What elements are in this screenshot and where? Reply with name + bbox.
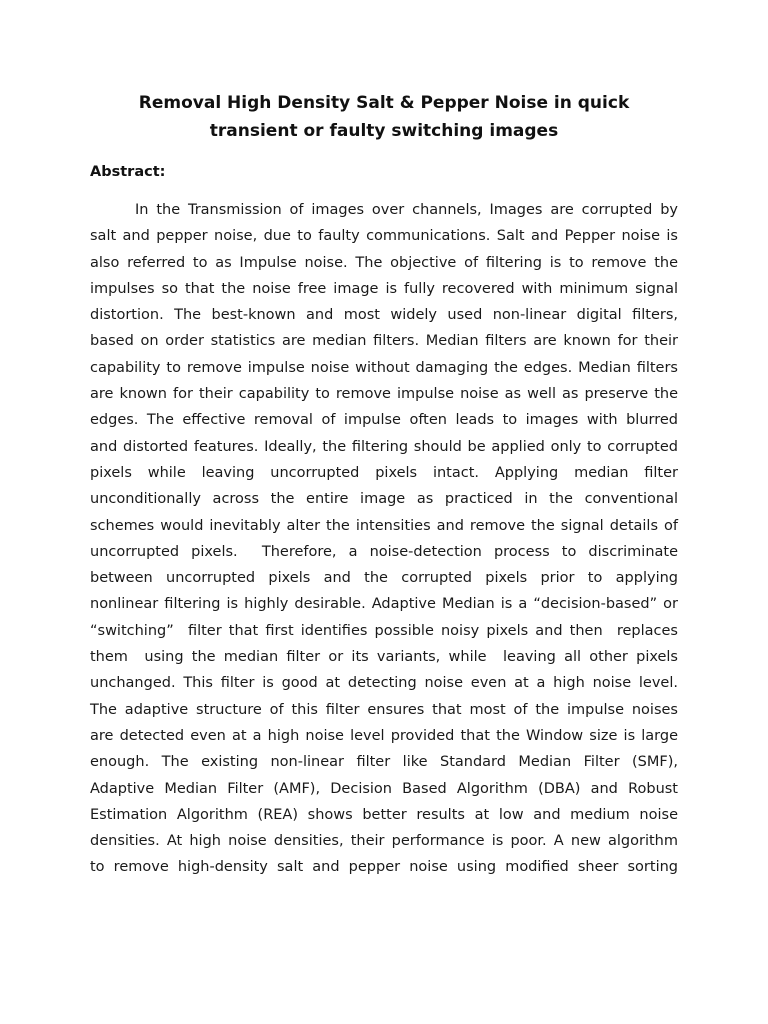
abstract-line: are known for their capability to remove impulse noise as well as preserve the: [90, 386, 678, 403]
abstract-line: enough. The existing non-linear filter like Standard Median Filter (SMF),: [90, 754, 678, 771]
abstract-line: pixels while leaving uncorrupted pixels intact. Applying median filter: [90, 464, 678, 481]
abstract-line: also referred to as Impulse noise. The objective of filtering is to remove the: [90, 254, 678, 271]
abstract-line: are detected even at a high noise level provided that the Window size is large: [90, 727, 678, 744]
abstract-line: salt and pepper noise, due to faulty communications. Salt and Pepper noise is: [90, 228, 678, 245]
abstract-line: impulses so that the noise free image is fully recovered with minimum signal: [90, 280, 678, 297]
abstract-line: nonlinear filtering is highly desirable. Adaptive Median is a “decision-based” or: [90, 596, 678, 613]
abstract-line: schemes would inevitably alter the intensities and remove the signal details of: [90, 517, 678, 534]
paper-title-line-2: transient or faulty switching images: [209, 121, 559, 141]
abstract-line: to remove high-density salt and pepper noise using modified sheer sorting: [90, 859, 678, 876]
paper-title-line-1: Removal High Density Salt & Pepper Noise in quick: [138, 93, 630, 113]
abstract-line: In the Transmission of images over channels, Images are corrupted by: [135, 202, 678, 218]
abstract-line: densities. At high noise densities, their performance is poor. A new algorithm: [90, 833, 678, 850]
abstract-line: capability to remove impulse noise without damaging the edges. Median filters: [90, 359, 678, 376]
abstract-line: Estimation Algorithm (REA) shows better results at low and medium noise: [90, 806, 678, 823]
abstract-heading: Abstract:: [90, 164, 166, 180]
abstract-line: The adaptive structure of this filter ensures that most of the impulse noises: [90, 701, 678, 718]
paper-title: [90, 89, 678, 145]
abstract-line: unchanged. This filter is good at detecting noise even at a high noise level.: [90, 675, 678, 692]
abstract-line: edges. The effective removal of impulse often leads to images with blurred: [90, 412, 678, 429]
abstract-line: based on order statistics are median filters. Median filters are known for their: [90, 333, 678, 350]
abstract-line: and distorted features. Ideally, the filtering should be applied only to corrupted: [90, 438, 678, 455]
abstract-body: [90, 197, 678, 881]
abstract-line: them using the median filter or its variants, while leaving all other pixels: [90, 649, 678, 666]
abstract-line: distortion. The best-known and most widely used non-linear digital filters,: [90, 307, 678, 324]
abstract-line: unconditionally across the entire image as practiced in the conventional: [90, 491, 678, 508]
abstract-line: between uncorrupted pixels and the corrupted pixels prior to applying: [90, 570, 678, 587]
abstract-line: uncorrupted pixels. Therefore, a noise-detection process to discriminate: [90, 543, 678, 560]
abstract-line: “switching” filter that first identifies possible noisy pixels and then replaces: [90, 622, 678, 639]
abstract-line: Adaptive Median Filter (AMF), Decision Based Algorithm (DBA) and Robust: [90, 780, 678, 797]
